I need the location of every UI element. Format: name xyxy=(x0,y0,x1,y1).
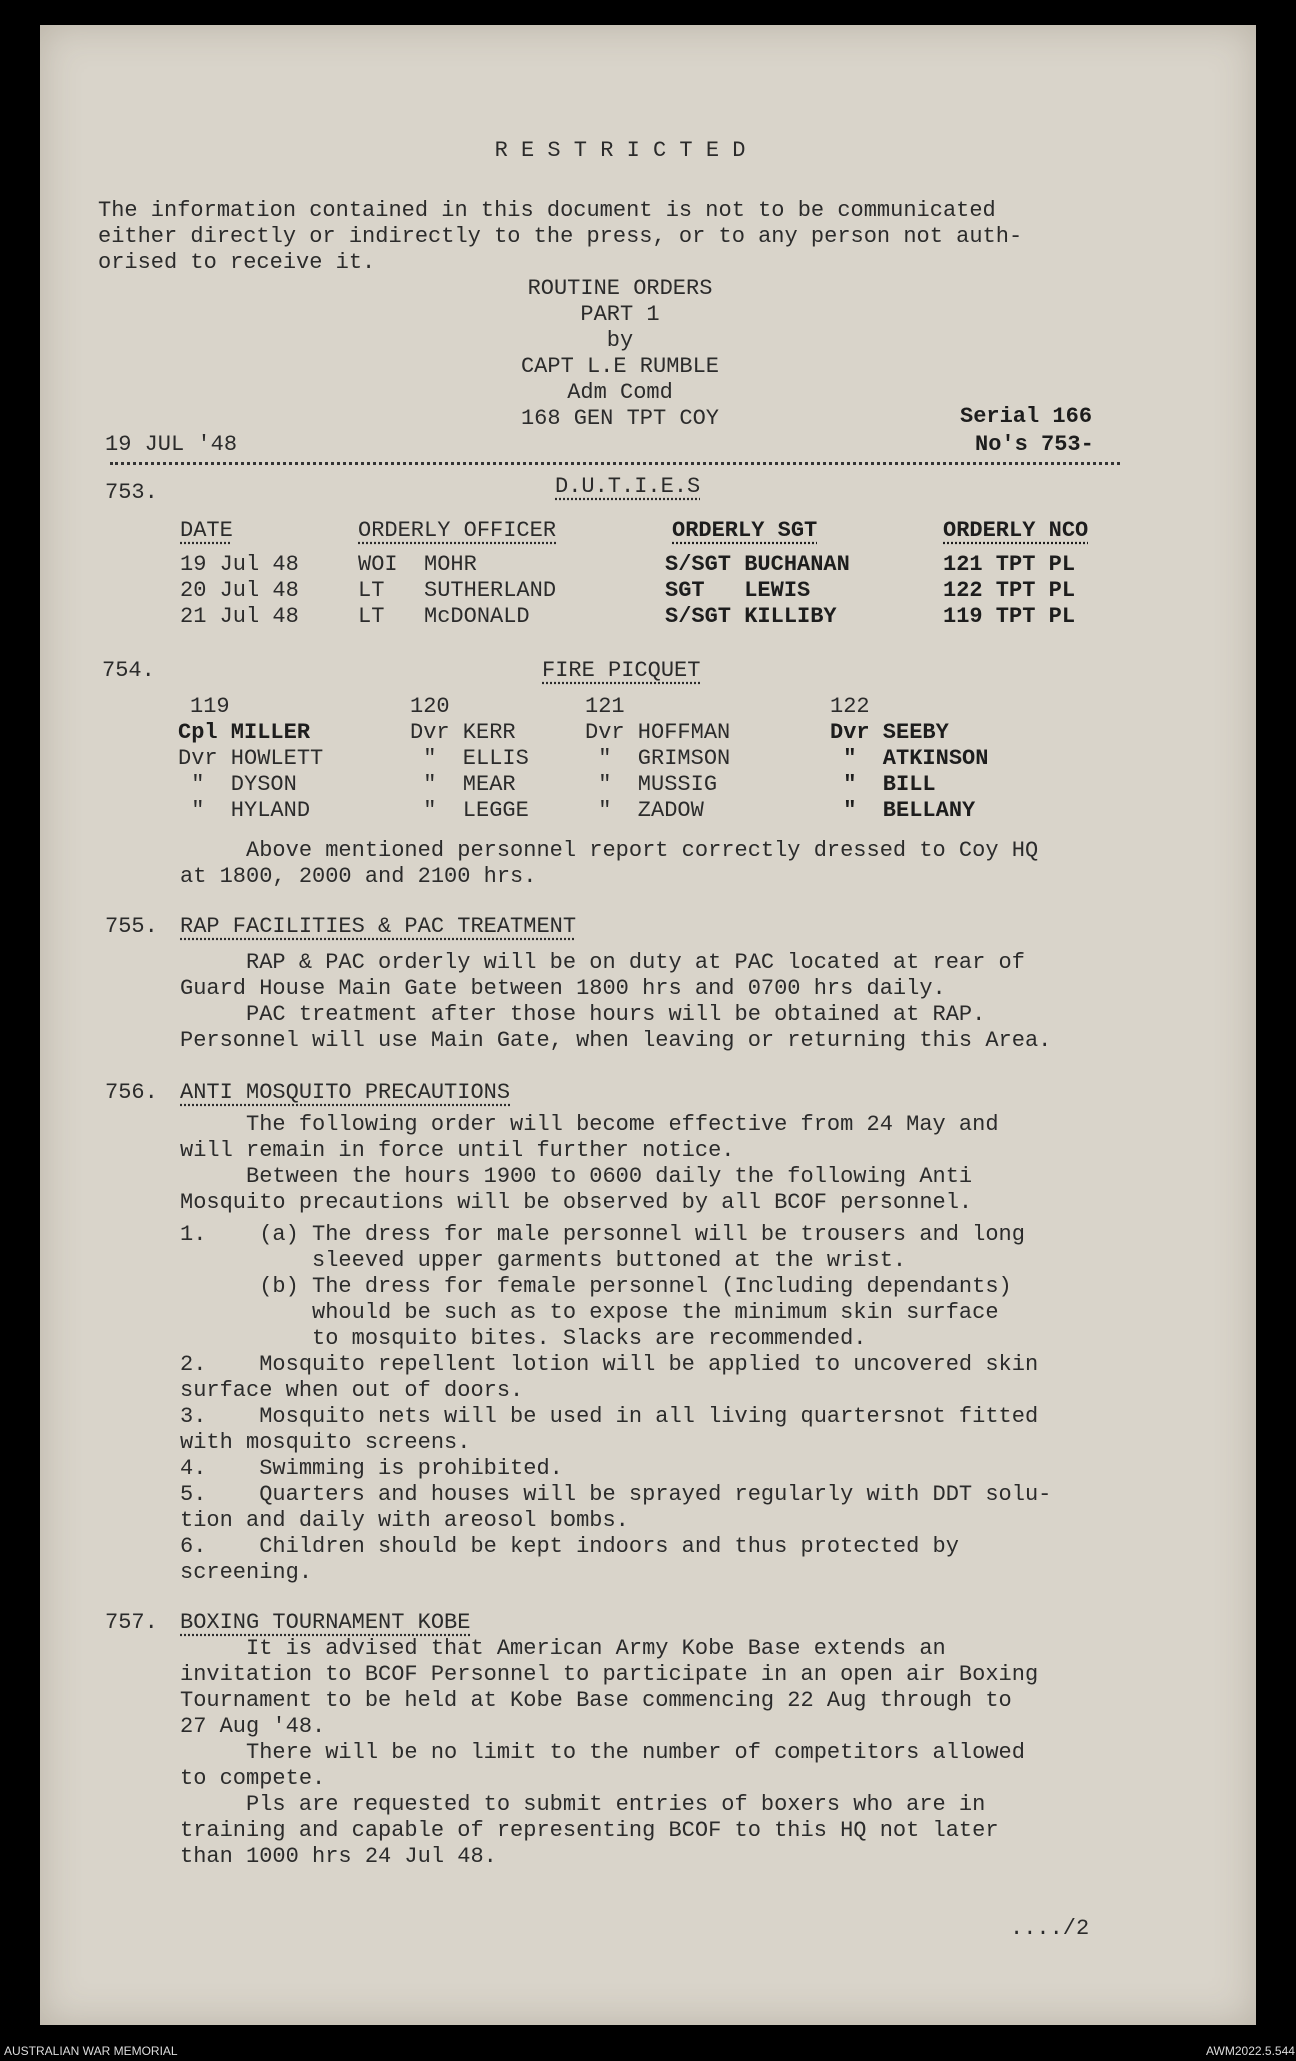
mosquito-line-9: to mosquito bites. Slacks are recommended. xyxy=(180,1326,867,1351)
rap-line-3: PAC treatment after those hours will be obtained at RAP. xyxy=(180,1002,986,1027)
picquet-note-1: Above mentioned personnel report correctly dressed to Coy HQ xyxy=(180,838,1039,863)
picquet-121-4: " ZADOW xyxy=(585,798,704,823)
boxing-line-8: training and capable of representing BCOF to this HQ not later xyxy=(180,1818,999,1843)
mosquito-line-18: screening. xyxy=(180,1560,313,1585)
title-line-1: ROUTINE ORDERS xyxy=(527,276,713,301)
classification-heading: R E S T R I C T E D xyxy=(494,138,746,163)
order-numbers: No's 753- xyxy=(975,432,1094,457)
boxing-line-1: It is advised that American Army Kobe Base extends an xyxy=(180,1636,946,1661)
order-number-756: 756. xyxy=(105,1080,158,1105)
picquet-121-2: " GRIMSON xyxy=(585,746,731,771)
dotted-separator xyxy=(110,462,1120,465)
mosquito-line-17: 6. Children should be kept indoors and thus protected by xyxy=(180,1534,959,1559)
duties-row-2-date: 20 Jul 48 xyxy=(180,578,299,603)
duties-row-3-sgt: S/SGT KILLIBY xyxy=(665,604,837,629)
order-number-755: 755. xyxy=(105,914,158,939)
duties-row-3-date: 21 Jul 48 xyxy=(180,604,299,629)
archive-reference: AWM2022.5.544 xyxy=(1206,2044,1295,2058)
picquet-119-4: " HYLAND xyxy=(178,798,311,823)
mosquito-line-2: will remain in force until further notice. xyxy=(180,1138,735,1163)
mosquito-line-4: Mosquito precautions will be observed by all BCOF personnel. xyxy=(180,1190,973,1215)
picquet-120-3: " MEAR xyxy=(410,772,516,797)
picquet-119-3: " DYSON xyxy=(178,772,297,797)
duties-row-1-officer: WOI MOHR xyxy=(358,552,477,577)
platoon-119: 119 xyxy=(190,694,230,719)
picquet-119-1: Cpl MILLER xyxy=(178,720,311,745)
picquet-121-1: Dvr HOFFMAN xyxy=(585,720,731,745)
picquet-122-1: Dvr SEEBY xyxy=(830,720,949,745)
boxing-line-3: Tournament to be held at Kobe Base commencing 22 Aug through to xyxy=(180,1688,1012,1713)
mosquito-line-8: whould be such as to expose the minimum skin surface xyxy=(180,1300,999,1325)
duties-col-officer: ORDERLY OFFICER xyxy=(358,518,557,543)
platoon-120: 120 xyxy=(410,694,450,719)
duties-col-date: DATE xyxy=(180,518,233,543)
mosquito-line-6: sleeved upper garments buttoned at the wrist. xyxy=(180,1248,907,1273)
title-line-6: 168 GEN TPT COY xyxy=(520,406,720,431)
duties-row-3-nco: 119 TPT PL xyxy=(943,604,1076,629)
order-number-757: 757. xyxy=(105,1610,158,1635)
title-line-5: Adm Comd xyxy=(567,380,673,405)
warning-line-3: orised to receive it. xyxy=(98,250,376,275)
boxing-line-2: invitation to BCOF Personnel to participate in an open air Boxing xyxy=(180,1662,1039,1687)
platoon-121: 121 xyxy=(585,694,625,719)
duties-row-2-nco: 122 TPT PL xyxy=(943,578,1076,603)
mosquito-line-3: Between the hours 1900 to 0600 daily the following Anti xyxy=(180,1164,973,1189)
picquet-121-3: " MUSSIG xyxy=(585,772,718,797)
duties-row-3-officer: LT McDONALD xyxy=(358,604,530,629)
boxing-line-6: to compete. xyxy=(180,1766,326,1791)
picquet-120-1: Dvr KERR xyxy=(410,720,516,745)
title-line-4: CAPT L.E RUMBLE xyxy=(520,354,720,379)
picquet-120-4: " LEGGE xyxy=(410,798,529,823)
picquet-120-2: " ELLIS xyxy=(410,746,529,771)
duties-row-1-nco: 121 TPT PL xyxy=(943,552,1076,577)
mosquito-line-7: (b) The dress for female personnel (Including dependants) xyxy=(180,1274,1012,1299)
boxing-heading: BOXING TOURNAMENT KOBE xyxy=(180,1610,471,1635)
picquet-122-2: " ATKINSON xyxy=(830,746,989,771)
mosquito-line-12: 3. Mosquito nets will be used in all living quartersnot fitted xyxy=(180,1404,1039,1429)
mosquito-heading: ANTI MOSQUITO PRECAUTIONS xyxy=(180,1080,511,1105)
duties-row-2-sgt: SGT LEWIS xyxy=(665,578,811,603)
warning-line-1: The information contained in this document is not to be communicated xyxy=(98,198,996,223)
mosquito-line-11: surface when out of doors. xyxy=(180,1378,524,1403)
rap-line-4: Personnel will use Main Gate, when leaving or returning this Area. xyxy=(180,1028,1052,1053)
mosquito-line-16: tion and daily with areosol bombs. xyxy=(180,1508,629,1533)
order-number-753: 753. xyxy=(105,480,158,505)
archive-credit: AUSTRALIAN WAR MEMORIAL xyxy=(4,2044,178,2058)
mosquito-line-1: The following order will become effective from 24 May and xyxy=(180,1112,999,1137)
mosquito-line-13: with mosquito screens. xyxy=(180,1430,471,1455)
serial-number: Serial 166 xyxy=(960,404,1093,429)
platoon-122: 122 xyxy=(830,694,870,719)
duties-heading: D.U.T.I.E.S xyxy=(555,474,701,499)
duties-row-2-officer: LT SUTHERLAND xyxy=(358,578,557,603)
picquet-note-2: at 1800, 2000 and 2100 hrs. xyxy=(180,864,537,889)
document-date: 19 JUL '48 xyxy=(105,432,238,457)
picquet-119-2: Dvr HOWLETT xyxy=(178,746,324,771)
order-number-754: 754. xyxy=(102,658,155,683)
boxing-line-7: Pls are requested to submit entries of boxers who are in xyxy=(180,1792,986,1817)
duties-col-sgt: ORDERLY SGT xyxy=(672,518,818,543)
boxing-line-4: 27 Aug '48. xyxy=(180,1714,326,1739)
mosquito-line-10: 2. Mosquito repellent lotion will be applied to uncovered skin xyxy=(180,1352,1039,1377)
mosquito-line-14: 4. Swimming is prohibited. xyxy=(180,1456,563,1481)
picquet-heading: FIRE PICQUET xyxy=(542,658,701,683)
mosquito-line-15: 5. Quarters and houses will be sprayed regularly with DDT solu- xyxy=(180,1482,1052,1507)
picquet-122-4: " BELLANY xyxy=(830,798,976,823)
picquet-122-3: " BILL xyxy=(830,772,936,797)
title-line-2: PART 1 xyxy=(580,302,660,327)
warning-line-2: either directly or indirectly to the press, or to any person not auth- xyxy=(98,224,1023,249)
rap-line-1: RAP & PAC orderly will be on duty at PAC located at rear of xyxy=(180,950,1025,975)
rap-heading: RAP FACILITIES & PAC TREATMENT xyxy=(180,914,577,939)
duties-row-1-date: 19 Jul 48 xyxy=(180,552,299,577)
page-continuation-marker: ..../2 xyxy=(1010,1916,1090,1941)
boxing-line-5: There will be no limit to the number of competitors allowed xyxy=(180,1740,1025,1765)
boxing-line-9: than 1000 hrs 24 Jul 48. xyxy=(180,1844,497,1869)
duties-row-1-sgt: S/SGT BUCHANAN xyxy=(665,552,850,577)
title-line-3: by xyxy=(606,328,634,353)
mosquito-line-5: 1. (a) The dress for male personnel will be trousers and long xyxy=(180,1222,1025,1247)
duties-col-nco: ORDERLY NCO xyxy=(943,518,1089,543)
rap-line-2: Guard House Main Gate between 1800 hrs and 0700 hrs daily. xyxy=(180,976,946,1001)
